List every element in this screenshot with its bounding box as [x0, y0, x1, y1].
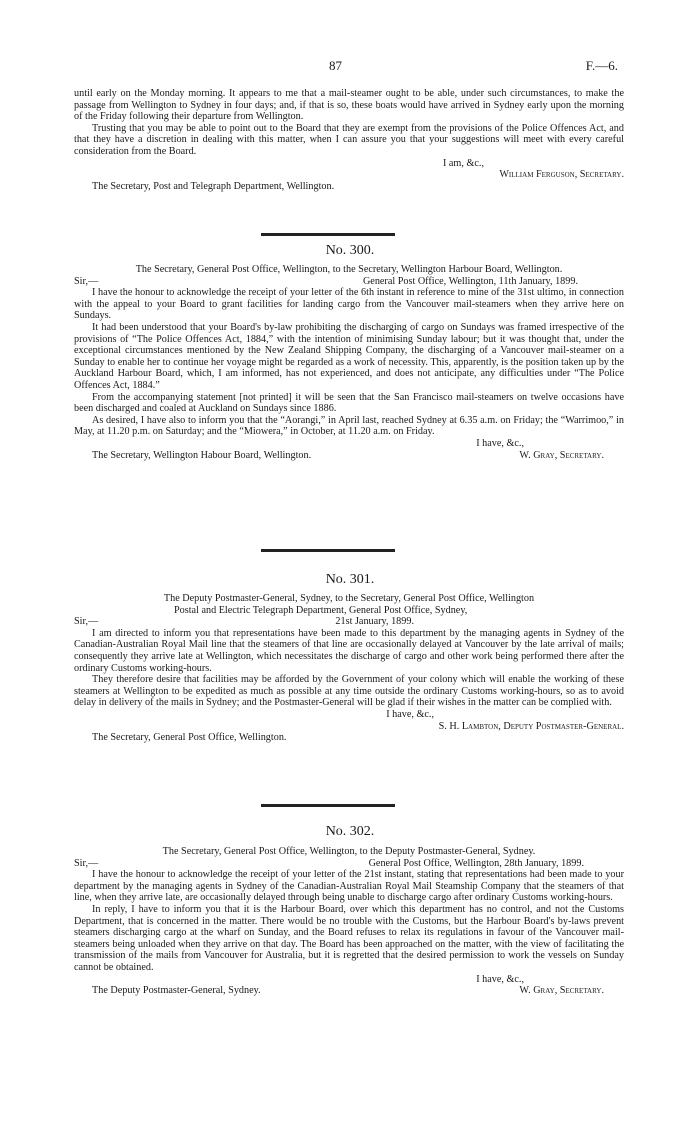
- closing: I have, &c.,: [476, 437, 524, 449]
- addressee: The Secretary, Wellington Habour Board, Wellington.: [92, 449, 312, 461]
- paragraph: I am directed to inform you that representations have been made to this department by the managing agents in Sydney of the Canadian-Australian Royal Mail line that the steamers of that line are occasionally delayed at Vancouver by the late arrival of mails; consequently they arrive late at Wellington, which necessitates the discharge of cargo and other work being performed there after the ordinary Customs working-hours.: [74, 627, 624, 674]
- paragraph: In reply, I have to inform you that it is the Harbour Board, over which this department has no control, and not the Customs Department, that is concerned in the matter. There would be no trouble with the Customs, but the Harbour Board's by-laws prevent steamers discharging cargo at the wharf on Sunday, and the Board refuses to relax its regulations in favour of the Vancouver mail-steamers being unloaded when they arrive on that day. The Board has been approached on the matter, with the view of facilitating the transmission of the mails from Vancouver for Australia, but it is regretted that the desired permission to work the vessels on Sunday cannot be obtained.: [74, 903, 624, 973]
- salutation-line: [74, 858, 624, 870]
- addressee: The Secretary, General Post Office, Wellington.: [92, 732, 287, 744]
- letter-302: [74, 846, 624, 997]
- addressee: The Deputy Postmaster-General, Sydney.: [92, 985, 261, 997]
- page-number: 87: [329, 58, 342, 73]
- paragraph: Trusting that you may be able to point out to the Board that they are exempt from the provisions of the Police Offences Act, and that they have a discretion in dealing with this matter, when I can assure you that your suggestions will meet with every careful consideration from the Board.: [74, 122, 624, 157]
- sign-off-line: [74, 985, 624, 997]
- letter-301: [74, 593, 624, 744]
- signature: William Ferguson, Secretary.: [499, 169, 624, 181]
- letter-heading: The Deputy Postmaster-General, Sydney, to the Secretary, General Post Office, Wellington: [163, 593, 535, 604]
- dateline: General Post Office, Wellington, 11th January, 1899.: [362, 275, 578, 287]
- separator-rule: [261, 233, 395, 236]
- separator-rule: [261, 549, 395, 552]
- signature: W. Gray, Secretary.: [519, 449, 604, 461]
- salutation: Sir,—: [74, 275, 99, 287]
- letter-number-302: No. 302.: [325, 824, 375, 839]
- separator-rule: [261, 804, 395, 807]
- addressee: The Secretary, Post and Telegraph Department, Wellington.: [92, 180, 335, 192]
- closing: I am, &c.,: [442, 157, 484, 169]
- paragraph: It had been understood that your Board's by-law prohibiting the discharging of cargo on Sundays was framed irrespective of the provisions of “The Police Offences Act, 1884,” with the intention of minimising Sunday labour; but it was thought that, under the exceptional circumstances mentioned by the New Zealand Shipping Company, the discharging of a Vancouver mail-steamer on a Sunday to enable her to continue her voyage might be regarded as a work of necessity. This, apparently, is the position taken up by the Auckland Harbour Board, which, I am informed, has not experienced, and does not anticipate, any difficulties under “The Police Offences Act, 1884.”: [74, 321, 624, 391]
- paragraph: As desired, I have also to inform you that the “Aorangi,” in April last, reached Sydney at 6.35 a.m. on Friday; the “Warrimoo,” in May, at 11.20 p.m. on Saturday; and the “Miowera,” in October, at 11.20 a.m. on Friday.: [74, 414, 624, 438]
- salutation: Sir,—: [74, 616, 99, 628]
- letter-300: [74, 264, 624, 461]
- dateline: Postal and Electric Telegraph Department, General Post Office, Sydney,: [174, 604, 468, 616]
- letter-heading: The Secretary, General Post Office, Wellington, to the Secretary, Wellington Harbour Board, Wellington.: [135, 264, 563, 275]
- salutation: Sir,—: [74, 857, 99, 869]
- dateline: 21st January, 1899.: [335, 616, 414, 628]
- closing: I have, &c.,: [386, 708, 434, 720]
- salutation-line: [74, 616, 624, 628]
- sign-off-line: [74, 450, 624, 462]
- letter-heading: The Secretary, General Post Office, Wellington, to the Deputy Postmaster-General, Sydney.: [162, 846, 536, 857]
- closing: I have, &c.,: [476, 973, 524, 985]
- letter-number-301: No. 301.: [325, 572, 375, 587]
- salutation-line: [74, 276, 624, 288]
- dateline: General Post Office, Wellington, 28th January, 1899.: [368, 857, 584, 869]
- paragraph: I have the honour to acknowledge the receipt of your letter of the 6th instant in reference to mine of the 31st ultimo, in connection with the appeal to your Board to grant facilities for landing cargo from the Vancouver mail-steamers when they arrive here on Sundays.: [74, 287, 624, 322]
- signature: S. H. Lambton, Deputy Postmaster-General.: [438, 720, 624, 732]
- paragraph: From the accompanying statement [not printed] it will be seen that the San Francisco mail-steamers on twelve occasions have been discharged and coaled at Auckland on Sundays since 1886.: [74, 391, 624, 415]
- document-reference: F.—6.: [585, 58, 618, 73]
- paragraph: I have the honour to acknowledge the receipt of your letter of the 21st instant, stating that representations had been made to your department by the managing agents in Sydney of the Canadian-Australian Royal Mail Steamship Company that the steamers of that line, when they arrive late, are occasionally delayed through being unable to discharge cargo after ordinary Customs working-hours.: [74, 869, 624, 904]
- letter-continuation: [74, 88, 624, 192]
- letter-number-300: No. 300.: [325, 243, 375, 258]
- paragraph: They therefore desire that facilities may be afforded by the Government of your colony which will enable the working of these steamers at Wellington to be expedited as much as possible at any time outside the ordinary Customs working-hours, so as to avoid delay in delivery of the mails in Sydney; and the Postmaster-General will be glad if their wishes in the matter can be complied with.: [74, 674, 624, 709]
- signature: W. Gray, Secretary.: [519, 985, 604, 997]
- paragraph: until early on the Monday morning. It appears to me that a mail-steamer ought to be able, under such circumstances, to make the passage from Wellington to Sydney in four days; and, if that is so, these boats would have arrived in Sydney early upon the morning of the Friday following their departure from Wellington.: [74, 88, 624, 123]
